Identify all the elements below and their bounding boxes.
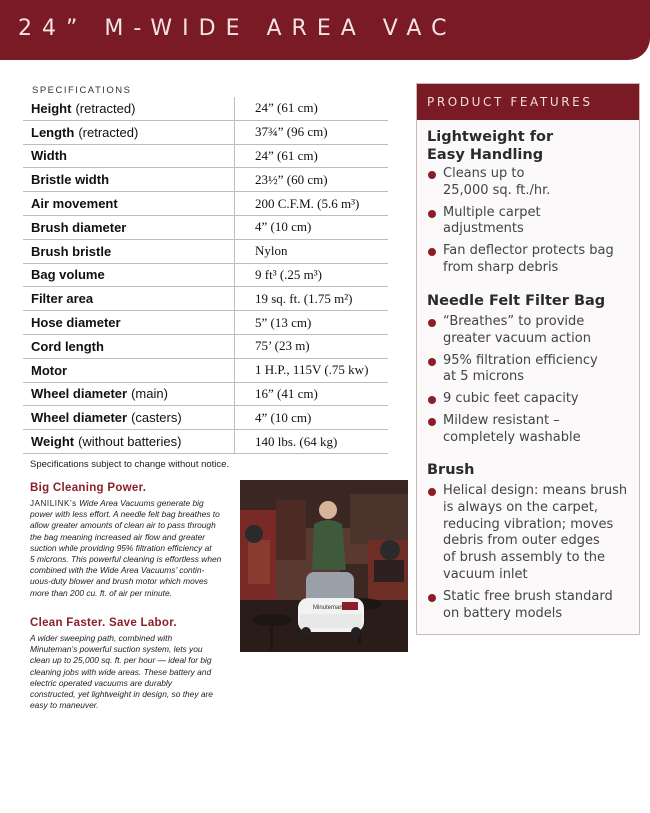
spec-label: Length <box>31 124 75 140</box>
feature-item <box>427 166 639 200</box>
paragraph-text: electric operated vacuums are durably <box>30 677 172 688</box>
paragraph-line <box>30 644 240 655</box>
paragraph-text: A wider sweeping path, combined with <box>30 633 173 643</box>
paragraph-text: Wide Area Vacuums generate big <box>79 498 204 508</box>
spec-label-cell <box>23 311 235 335</box>
specifications-table <box>23 97 388 454</box>
specifications-heading: SPECIFICATIONS <box>32 85 132 96</box>
spec-row <box>23 358 388 382</box>
clean-faster-heading: Clean Faster. Save Labor. <box>30 617 177 629</box>
feature-item-line: Cleans up to <box>443 166 525 181</box>
spec-row <box>23 406 388 430</box>
feature-item-line: on battery models <box>443 605 563 621</box>
spec-label: Filter area <box>31 291 94 307</box>
feature-item <box>427 483 639 584</box>
paragraph-line <box>30 678 240 689</box>
spec-label-cell <box>23 144 235 168</box>
clean-faster-text <box>30 633 240 711</box>
paragraph-line <box>30 543 235 554</box>
feature-item <box>427 391 639 408</box>
feature-section-heading <box>427 128 553 164</box>
spec-value: 37¾” (96 cm) <box>235 120 389 144</box>
paragraph-line <box>30 700 240 711</box>
spec-value: 24” (61 cm) <box>235 144 389 168</box>
spec-value: 4” (10 cm) <box>235 406 389 430</box>
paragraph-line <box>30 576 235 587</box>
feature-heading-line: Easy Handling <box>427 147 544 163</box>
feature-item-line: vacuum inlet <box>443 566 528 582</box>
page-title: 24” M-WIDE AREA VAC <box>18 16 457 41</box>
big-cleaning-heading: Big Cleaning Power. <box>30 482 147 494</box>
feature-list <box>427 314 639 452</box>
spec-label-cell <box>23 97 235 120</box>
feature-item-line: Fan deflector protects bag <box>443 243 614 259</box>
paragraph-text: allow greater amounts of clean air to pass through <box>30 520 216 531</box>
paragraph-line <box>30 655 240 666</box>
spec-qualifier: (retracted) <box>78 124 139 140</box>
spec-label: Height <box>31 100 72 116</box>
feature-section-heading <box>427 292 605 310</box>
spec-row <box>23 311 388 335</box>
paragraph-text: clean up to 25,000 sq. ft. per hour — ideal for big <box>30 655 212 666</box>
product-features-title: PRODUCT FEATURES <box>427 95 593 109</box>
spec-label: Brush bristle <box>31 243 112 259</box>
spec-label-cell <box>23 334 235 358</box>
spec-label-cell <box>23 239 235 263</box>
product-features-panel <box>416 83 640 635</box>
paragraph-text: suction while providing 95% filtration efficiency at <box>30 542 212 553</box>
feature-section-heading <box>427 461 474 479</box>
spec-label-cell <box>23 263 235 287</box>
feature-item-line: debris from outer edges <box>443 533 600 549</box>
spec-label: Wheel diameter <box>31 410 128 426</box>
spec-label: Weight <box>31 434 75 450</box>
spec-label: Brush diameter <box>31 219 127 235</box>
product-photo <box>240 480 408 652</box>
spec-row <box>23 287 388 311</box>
spec-row <box>23 192 388 216</box>
store-scene-illustration <box>240 480 408 652</box>
paragraph-line <box>30 520 235 531</box>
feature-item-line: of brush assembly to the <box>443 550 606 566</box>
spec-qualifier: (casters) <box>131 410 182 426</box>
feature-item-line: is always on the carpet, <box>443 499 599 515</box>
feature-item-line: Mildew resistant – <box>443 412 560 428</box>
spec-label-cell <box>23 406 235 430</box>
spec-row <box>23 215 388 239</box>
feature-item-line: 95% filtration efficiency <box>443 352 598 368</box>
spec-label: Wheel diameter <box>31 386 128 402</box>
spec-label: Bristle width <box>31 172 110 188</box>
product-features-header <box>417 84 639 120</box>
title-banner <box>0 0 650 60</box>
spec-label-cell <box>23 168 235 192</box>
feature-item <box>427 353 639 387</box>
spec-value: 4” (10 cm) <box>235 215 389 239</box>
feature-item-line: 9 cubic feet capacity <box>443 391 579 407</box>
paragraph-line <box>30 667 240 678</box>
spec-qualifier: (without batteries) <box>78 434 182 450</box>
spec-label: Width <box>31 148 67 164</box>
spec-label: Motor <box>31 362 68 378</box>
spec-qualifier: (main) <box>131 386 168 402</box>
paragraph-line <box>30 532 235 543</box>
feature-heading-line: Lightweight for <box>427 129 554 145</box>
paragraph-text: Minuteman’s powerful suction system, lets you <box>30 644 203 655</box>
paragraph-line <box>30 565 235 576</box>
feature-item <box>427 314 639 348</box>
spec-label-cell <box>23 382 235 406</box>
spec-value: 1 H.P., 115V (.75 kw) <box>235 358 389 382</box>
spec-value: 16” (41 cm) <box>235 382 389 406</box>
spec-row <box>23 239 388 263</box>
feature-item-line: Multiple carpet <box>443 204 541 220</box>
paragraph-text: cleaning jobs with wide areas. These battery and <box>30 666 212 677</box>
spec-value: 9 ft³ (.25 m³) <box>235 263 389 287</box>
spec-label-cell <box>23 192 235 216</box>
spec-label-cell <box>23 287 235 311</box>
spec-value: 19 sq. ft. (1.75 m²) <box>235 287 389 311</box>
brand-name: JANILINK’s <box>30 499 77 508</box>
spec-row <box>23 120 388 144</box>
spec-qualifier: (retracted) <box>75 100 136 116</box>
paragraph-line <box>30 554 235 565</box>
spec-row <box>23 97 388 120</box>
paragraph-text: more than 200 cu. ft. of air per minute. <box>30 587 172 598</box>
spec-value: 140 lbs. (64 kg) <box>235 430 389 454</box>
feature-item-line: from sharp debris <box>443 259 559 275</box>
machine-label: Minuteman <box>313 605 343 611</box>
feature-item-line: 25,000 sq. ft./hr. <box>443 182 551 198</box>
spec-label: Bag volume <box>31 267 105 283</box>
spec-value: 5” (13 cm) <box>235 311 389 335</box>
spec-label: Cord length <box>31 338 104 354</box>
paragraph-line <box>30 588 235 599</box>
paragraph-line <box>30 633 240 644</box>
paragraph-line <box>30 498 235 509</box>
feature-item-line: adjustments <box>443 221 524 237</box>
spec-label-cell <box>23 120 235 144</box>
spec-row <box>23 263 388 287</box>
feature-item-line: at 5 microns <box>443 369 525 385</box>
paragraph-line <box>30 689 240 700</box>
spec-value: Nylon <box>235 239 389 263</box>
feature-item-line: greater vacuum action <box>443 330 591 346</box>
paragraph-text: uous-duty blower and brush motor which moves <box>30 576 208 587</box>
spec-row <box>23 382 388 406</box>
feature-heading-line: Needle Felt Filter Bag <box>427 293 606 309</box>
paragraph-text: 5 microns. This powerful cleaning is effortless when <box>30 554 222 565</box>
paragraph-text: power with less effort. A needle felt bag breathes to <box>30 509 220 520</box>
big-cleaning-text <box>30 498 235 599</box>
feature-heading-line: Brush <box>427 462 475 478</box>
spec-label: Air movement <box>31 196 118 212</box>
spec-value: 75’ (23 m) <box>235 334 389 358</box>
paragraph-text: easy to maneuver. <box>30 700 99 711</box>
spec-row <box>23 334 388 358</box>
spec-label: Hose diameter <box>31 315 121 331</box>
feature-item-line: “Breathes” to provide <box>443 314 585 329</box>
spec-label-cell <box>23 358 235 382</box>
feature-item <box>427 243 639 277</box>
feature-item <box>427 413 639 447</box>
spec-label-cell <box>23 430 235 454</box>
feature-list <box>427 166 639 282</box>
feature-list <box>427 483 639 627</box>
spec-row <box>23 144 388 168</box>
paragraph-text: the bag meaning increased air flow and greater <box>30 531 206 542</box>
spec-value: 200 C.F.M. (5.6 m³) <box>235 192 389 216</box>
specifications-note: Specifications subject to change without notice. <box>30 459 230 470</box>
spec-row <box>23 430 388 454</box>
feature-item <box>427 589 639 623</box>
feature-item-line: reducing vibration; moves <box>443 516 614 532</box>
spec-value: 24” (61 cm) <box>235 97 389 120</box>
paragraph-text: constructed, yet lightweight in design, so they are <box>30 689 213 700</box>
feature-item-line: Helical design: means brush <box>443 483 628 498</box>
spec-row <box>23 168 388 192</box>
feature-item <box>427 205 639 239</box>
paragraph-line <box>30 509 235 520</box>
feature-item-line: Static free brush standard <box>443 588 613 604</box>
feature-item-line: completely washable <box>443 429 581 445</box>
spec-label-cell <box>23 215 235 239</box>
spec-value: 23½” (60 cm) <box>235 168 389 192</box>
paragraph-text: combined with the Wide Area Vacuums’ contin- <box>30 565 205 576</box>
